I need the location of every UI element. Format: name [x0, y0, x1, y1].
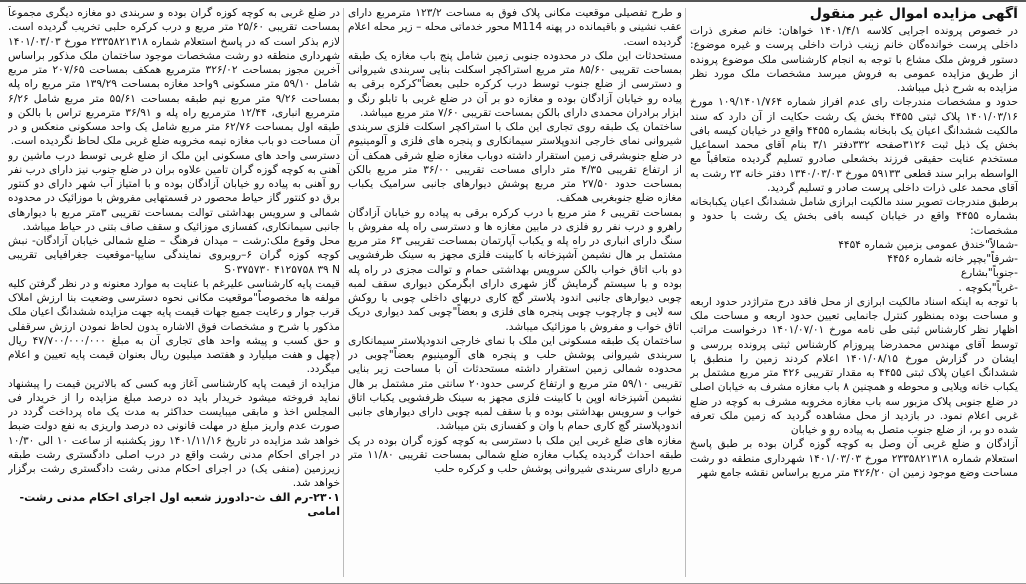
boundary-north: -شمالاً"خندق عمومی بزمین شماره ۴۴۵۴: [838, 238, 1018, 251]
paragraph: بمساحت تقریبی ۶ متر مربع با درب کرکره برقی به پیاده رو خیابان آزادگان راهرو و درب نفر رو فلزی در مابین مغازه ها و دسترسی راه پله مفروش با سنگ دارای انباری در راه پله و یکباب آپارتمان بمساحت تقریبی ۶۳ متر مربع مشتمل بر هال نشیمن آشپزخانه با کابینت فلزی مجهز به سینک ظرفشویی دو باب اتاق خواب بالکن سرویس بهداشتی حمام و توالت مجزی در راه پله بوده و با سیستم گرمایش گاز شهری دارای ابگرمکن دیواری سقف لمبه چوبی دیوارهای جانبی اندود پلاستر گچ کاری دربهای داخلی چوبی با روکش سه لایی و چارچوب چوبی پنجره های فلزی و بعضاً"چوبی کمد دیواری دریک اتاق خواب و مفروش با موزائیک میباشد.: [348, 206, 682, 333]
paragraph: با توجه به اینکه اسناد مالکیت ابرازی از محل فاقد درج متراژدر حدود اربعه و مساحت بوده بمنظور کنترل جانمایی تعیین حدود اربعه و مساحت ملک اظهار نظر کارشناس ثبتی طی نامه مورخ ۱۴۰۱/۰۷/۰۱ درخواست مراتب توسط آقای مهندس محمدرضا پیروزام کارشناس ثبتی پرونده بررسی و ایشان در گزارش مورخ ۱۴۰۱/۰۸/۱۵ اعلام کردند زمین را منطبق با ششدانگ اعیان پلاک ثبتی ۴۴۵۵ به مقدار تقریبی ۴۲۶ متر مربع مشتمل بر یکباب خانه ویلایی و محوطه و همچنین ۸ باب مغازه مشرف به خیابان اصلی در ضلع جنوبی پلاک مزبور سه باب مغازه مخروبه مشرف به کوچه در ضلع غربی اعلام نمود. در بازدید از محل مشاهده گردید که زمین ملک تعرفه شده دو بر، از ضلع جنوب متصل به پیاده رو و خیابان: [690, 295, 1018, 436]
paragraph: در ضلع غربی به کوچه کوزه گران بوده و سربندی دو مغازه دیگری مجموعاً بمساحت تقریبی ۲۵/۶۰ متر مربع و درب کرکره حلبی تخریب گردیده است. لازم بذکر است که در پاسخ استعلام شماره ۲۳۳۵۸۲۱۳۱۸ مورخ ۱۴۰۱/۰۳/۰۳ شهرداری منطقه دو رشت مشخصات موجود ساختمان ملک مذکور براساس آخرین مجوز بمساحت ۳۲۶/۰۲ مترمربع همکف بمساحت ۲۰۷/۶۵ متر مربع شامل ۵۹/۱۰ متر مسکونی ۹واحد مغازه بمساحت ۱۳۹/۲۹ متر مربع راه پله بمساحت ۹/۲۶ متر مربع نیم طبقه بمساحت ۵۵/۶۱ متر مربع شامل ۶/۲۶ مترمربع انباری، ۱۲/۴۴ مترمربع راه پله و ۳۶/۹۱ مترمربع تراس با بالکن و طبقه اول بمساحت ۶۲/۷۶ متر مربع شامل یک واحد مسکونی منعکس و در آن مساحت دو باب مغازه نیمه مخروبه ضلع غربی ملک لحاظ نگردیده است.: [8, 7, 340, 148]
base-price-paragraph: قیمت پایه کارشناسی علیرغم با عنایت به موارد معنونه و در نظر گرفتن کلیه مولفه ها مخصوصاً"موقعیت مکانی نحوه دسترسی وضعیت بنا ارزش املاک قرب جوار و رعایت جمیع جهات قیمت پایه جهت مزایده ششدانگ اعیان ملک مذکور با شرح و مشخصات فوق الاشاره بدون لحاظ نمودن ارزش سرقفلی و حق کسب و پیشه واحد های تجاری آن به مبلغ ۴۷/۷۰۰/۰۰۰/۰۰۰ ریال (چهل و هفت میلیارد و هفتصد میلیون ریال بعنوان قیمت پایه تعیین و اعلام میگردد.: [8, 277, 340, 376]
property-boundaries: [690, 238, 1018, 295]
paragraph: حدود و مشخصات مندرجات رای عدم افراز شماره ۱۰۹/۱۴۰۱/۷۶۴ مورخ ۱۴۰۱/۰۳/۱۶ پلاک ثبتی ۴۴۵۵ بخش یک رشت حکایت از آن دارد که سند مالکیت ششدانگ اعیان یک بابخانه بشماره ۴۴۵۵ واقع در خیابان کیسه بافی بخش یک ذیل ثبت ۳۱۲۶صفحه ۳۳۲دفتر ۳/۱ بنام آقای محمد اسماعیل مستخدم عنایت حقیقی فرزند بخشعلی صادرو تسلیم گردیده متعاقباً مع الواسطه برابر سند قطعی ۵۹۱۳۳ مورخ ۱۳۴۰/۰۳/۰۳ دفتر خانه ۲۳ رشت به آقای محمد علی ذرات داخلی پرست صادر و تسلیم گردید.: [690, 96, 1018, 194]
paragraph: برطبق مندرجات تصویر سند مالکیت ابرازی شامل ششدانگ اعیان یکبابخانه بشماره ۴۴۵۵ واقع در خیابان کیسه بافی بخش یک رشت با حدود و مشخصات:: [690, 196, 1018, 237]
boundary-east: -شرقاً"بچپر خانه شماره ۴۴۵۶: [887, 253, 1018, 265]
boundary-west: -غرباً"بکوچه .: [958, 281, 1018, 294]
column-divider: [343, 8, 344, 577]
column-right: [690, 6, 1018, 579]
paragraph: در خصوص پرونده اجرایی کلاسه ۱۴۰۱/۴/۱ خواهان: خانم صغری ذرات داخلی پرست خوانده‌گان خانم زینب ذرات داخلی پرست و غیره موضوع: دستور فروش ملک مشاع با توجه به انجام کارشناسی ملک موضوع پرونده از طریق مزایده عمومی به فروش میرسد مشخصات ملک مورد نظر مزایده به شرح ذیل میباشد.: [690, 25, 1018, 94]
notice-title: آگهی مزایده اموال غیر منقول: [809, 6, 1018, 22]
paragraph: مغازه های ضلع غربی این ملک با دسترسی به کوچه کوزه گران بوده در یک طبقه احداث گردیده یکباب مغازه ضلع شمالی بمساحت تقریبی ۱۱/۸۰ متر مربع دارای سربندی شیروانی پوشش حلب و کرکره حلب: [348, 434, 682, 475]
paragraph: دسترسی واحد های مسکونی این ملک از ضلع غربی توسط درب ماشین رو آهنی به کوچه گوزه گران تامین علاوه بران در ضلع جنوب نیز دارای درب نفر رو آهنی به پیاده رو خیابان آزادگان بوده و با امتیاز آب شهر دارای دو کنتور برق دو کنتور گاز حیاط محصور در قسمتهایی مفروش با موزائیک در محدوده شمالی و سرویس بهداشتی توالت بمساحت تقریبی ۳متر مربع با دیوارهای جانبی سیمانکاری، کفسازی موزائیک و سقف صاف بتنی در حیاط میباشد.: [8, 149, 340, 233]
paragraph: ساختمان یک طبقه روی تجاری این ملک با استراکچر اسکلت فلزی سربندی شیروانی نمای خارجی اندوپلاستر سیمانکاری و پنجره های فلزی و آلومینیوم در ضلع جنوبشرقی زمین استقرار داشته دوباب مغازه ضلع شرقی همکف آن از ارتفاع تقریبی ۴/۳۵ متر دارای مساحت تقریبی ۳۶/۰۰ متر مربع بالکن بمساحت حدود ۲۷/۵۰ متر مربع پوشش دیوارهای جانبی سرامیک یکباب مغازه ضلع جنوبغربی همکف.: [348, 121, 682, 205]
property-location: محل وقوع ملک:رشت – میدان فرهنگ – ضلع شمالی خیابان آزادگان- نبش کوچه کوزه گران ۶–روبروی نمایندگی سایپا-موقعیت جغرافیایی تقریبی S۰۳۷۵۷۳۰ ۴۱۲۵۷۵۸ ۳۹ N: [8, 235, 340, 276]
boundary-south: -جنوباً"بشارع: [960, 267, 1018, 280]
paragraph: آزادگان و ضلع غربی آن وصل به کوچه گوزه گران بوده بر طبق پاسخ استعلام شماره ۲۳۳۵۸۲۱۳۱۸ مورخ ۱۴۰۱/۰۳/۰۳ شهرداری منطقه دو رشت مساحت وضع موجود زمین ان ۴۲۶/۲۰ متر مربع براساس نقشه جامع شهر: [690, 438, 1018, 479]
auction-terms-paragraph: مزایده از قیمت پایه کارشناسی آغاز وبه کسی که بالاترین قیمت را پیشنهاد نماید فروخته میشود خریدار باید ده درصد مبلغ مزایده را از خریدار فی المجلس اخذ و مابقی میبایست حداکثر به مدت یک ماه پرداخت گردد در صورت عدم واریز مبلغ در مهلت قانونی ده درصد واریزی به نفع دولت ضبط خواهد شد مزایده در تاریخ ۱۴۰۱/۱۱/۱۶ روز یکشنبه از ساعت ۱۰ الی ۱۰/۳۰ در اجرای احکام مدنی رشت واقع در درب اصلی دادگستری رشت طبقه زیرزمین (منفی یک) در اجرای احکام مدنی رشت دادگستری رشت برگزار خواهد شد.: [8, 377, 340, 490]
column-divider: [685, 8, 686, 577]
paragraph: مستحدثات این ملک در محدوده جنوبی زمین شامل پنج باب مغازه یک طبقه بمساحت تقریبی ۸۵/۶۰ متر مربع استراکچر اسکلت بنایی سربندی شیروانی و دسترسی از ضلع جنوب توسط درب کرکره حلبی بعضاً"کرکره برقی به پیاده رو خیابان آزادگان بوده و مغازه دو بر آن در ضلع غربی با تابلو رنگ و ابزار برادران محمدی دارای بالکن بمساحت تقریبی ۷/۶۰ متر مربع میباشد.: [348, 49, 682, 119]
column-left: [8, 6, 340, 579]
paragraph: ساختمان یک طبقه مسکونی این ملک با نمای خارجی اندودپلاستر سیمانکاری سربندی شیروانی پوشش حلب و پنجره های آلومینیوم بعضاً"چوبی در محدوده شمالی زمین استقرار داشته مستحدثات آن با مساحت زیر بنایی تقریبی ۵۹/۱۰ متر مربع و ارتفاع کرسی حدود۲۰ سانتی متر مشتمل بر هال نشیمن آشپزخانه اوپن با کابینت فلزی مجهز به سینک ظرفشویی یکباب اتاق خواب و سرویس بهداشتی بوده و با سقف لمبه چوبی دارای دیوارهای جانبی اندودپلاستر گچ کاری حمام با وان و کفسازی بتن میباشد.: [348, 334, 682, 433]
signature-line: ۲۳۰۱-رم الف ث-دادورز شعبه اول اجرای احکام مدنی رشت-امامی: [19, 490, 340, 518]
paragraph: و طرح تفصیلی موقعیت مکانی پلاک فوق به مساحت ۱۲۳/۲ مترمربع دارای عقب نشینی و باقیمانده در پهنه M114 محور خدماتی محله – زیر محله اعلام گردیده است.: [348, 7, 682, 48]
column-middle: [348, 6, 682, 579]
